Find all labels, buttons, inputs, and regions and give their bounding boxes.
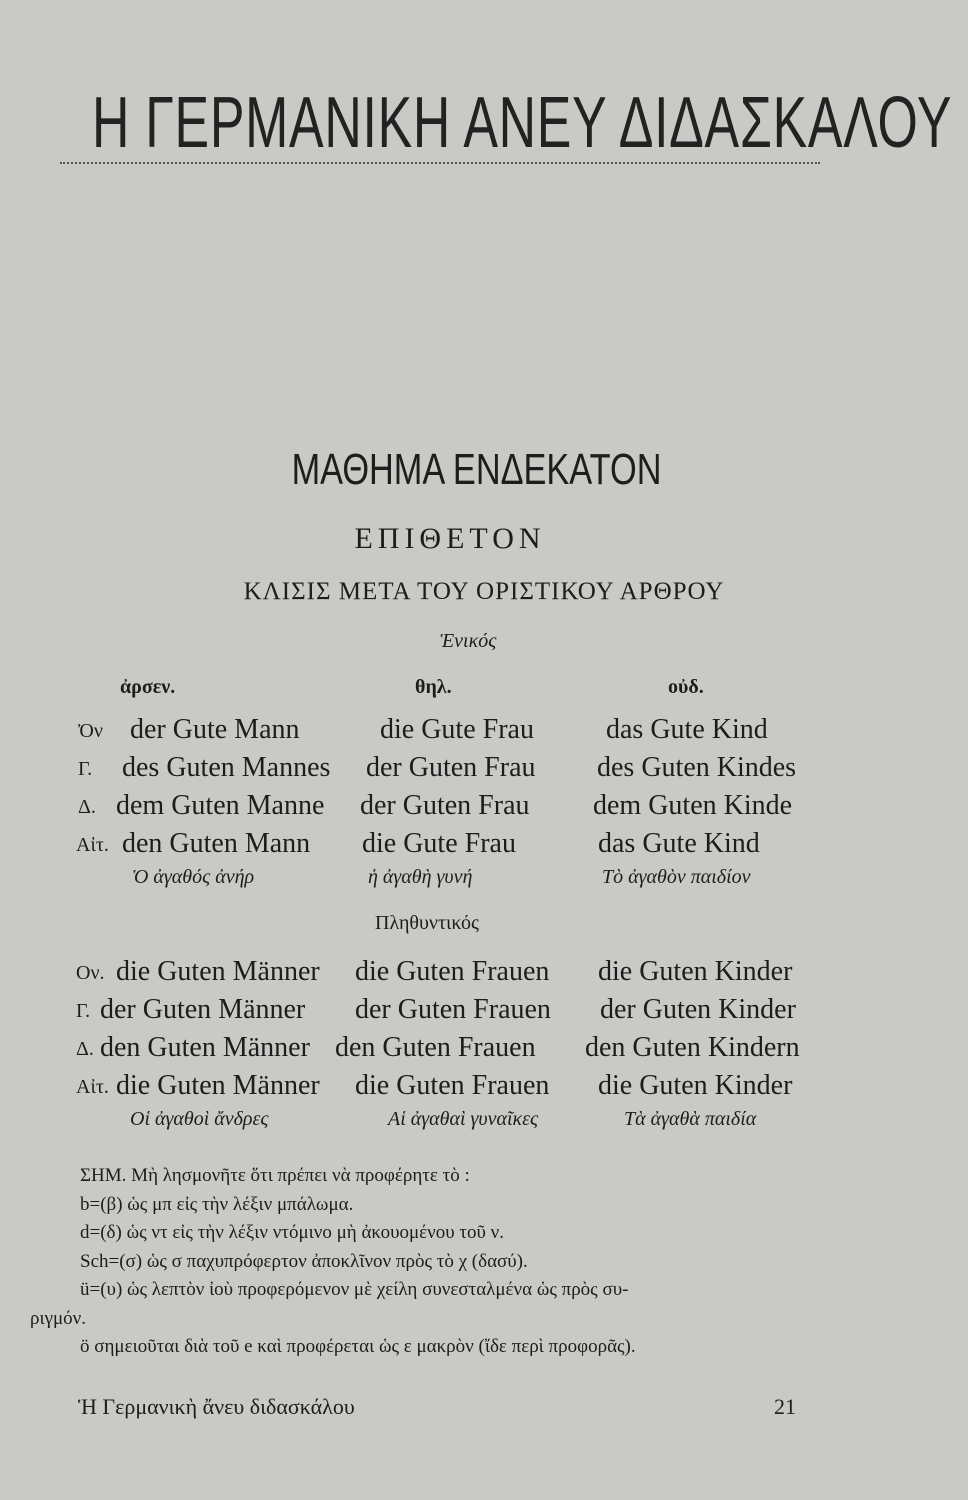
gender-feminine: θηλ. [415,676,452,698]
neuter-form: den Guten Kindern [585,1032,800,1063]
feminine-form: der Guten Frauen [355,994,551,1025]
feminine-form: den Guten Frauen [335,1032,536,1063]
masculine-form: die Guten Männer [116,956,320,987]
header-rule [60,162,820,164]
pronunciation-notes [30,1162,860,1362]
neuter-form: des Guten Kindes [597,752,797,783]
feminine-form: die Gute Frau [362,828,516,859]
plural-row [0,1032,968,1068]
plural-gloss-row [0,1108,968,1144]
lesson-title: ΜΑΘΗΜΑ ΕΝΔΕΚΑΤΟΝ [291,445,662,494]
case-label: Αἰτ. [76,1076,109,1098]
neuter-form: das Gute Kind [606,714,768,745]
feminine-form: der Guten Frau [366,752,536,783]
singular-row [0,828,968,864]
masculine-form: der Gute Mann [130,714,300,745]
masculine-gloss: Ὁ ἀγαθός ἀνήρ [132,866,255,888]
feminine-gloss: ἡ ἀγαθὴ γυνή [368,866,473,888]
case-label: Αἰτ. [76,834,109,856]
feminine-form: die Guten Frauen [355,1070,550,1101]
note-line: ü=(υ) ὡς λεπτὸν ἰοὺ προφερόμενον μὲ χείλη συνεσταλμένα ὡς πρὸς συ- [80,1279,629,1300]
feminine-form: der Guten Frau [360,790,530,821]
neuter-gloss: Τὸ ἀγαθὸν παιδίον [602,866,751,888]
neuter-form: die Guten Kinder [598,956,793,987]
masculine-form: dem Guten Manne [116,790,325,821]
masculine-form: der Guten Männer [100,994,306,1025]
lesson-subtitle: ΚΛΙΣΙΣ ΜΕΤΑ ΤΟΥ ΟΡΙΣΤΙΚΟΥ ΑΡΘΡΟΥ [243,578,725,605]
case-label: Ον. [76,962,105,984]
singular-row [0,714,968,750]
gender-neuter: οὐδ. [668,676,704,698]
plural-label: Πληθυντικός [375,912,479,934]
note-line: ö σημειοῦται διὰ τοῦ e καὶ προφέρεται ὡς ε μακρὸν (ἴδε περὶ προφορᾶς). [80,1336,636,1357]
plural-row [0,956,968,992]
feminine-form: die Gute Frau [380,714,534,745]
neuter-form: der Guten Kinder [600,994,796,1025]
running-header-title: Η ΓΕΡΜΑΝΙΚΗ ΑΝΕΥ ΔΙΔΑΣΚΑΛΟΥ [92,83,953,163]
singular-gloss-row [0,866,968,902]
feminine-form: die Guten Frauen [355,956,550,987]
masculine-form: den Guten Mann [122,828,311,859]
note-line: Sch=(σ) ὡς σ παχυπρόφερτον ἀποκλῖνον πρὸς τὸ χ (δασύ). [80,1250,528,1272]
case-label: Δ. [78,796,96,818]
case-label: Γ. [78,758,93,780]
case-label: Γ. [76,1000,91,1022]
neuter-form: dem Guten Kinde [593,790,793,821]
singular-row [0,790,968,826]
feminine-gloss: Αἱ ἀγαθαὶ γυναῖκες [388,1108,539,1130]
note-line: d=(δ) ὡς ντ εἰς τὴν λέξιν ντόμινο μὴ ἀκουομένου τοῦ ν. [80,1222,505,1243]
singular-row [0,752,968,788]
neuter-form: das Gute Kind [598,828,760,859]
masculine-form: des Guten Mannes [122,752,331,783]
footer-title: Ἡ Γερμανικὴ ἄνευ διδασκάλου [78,1394,355,1419]
masculine-form: den Guten Männer [100,1032,310,1063]
note-line: b=(β) ὡς μπ εἰς τὴν λέξιν μπάλωμα. [80,1193,354,1215]
plural-row [0,994,968,1030]
plural-row [0,1070,968,1106]
masculine-form: die Guten Männer [116,1070,320,1101]
case-label: Δ. [76,1038,94,1060]
neuter-form: die Guten Kinder [598,1070,793,1101]
case-label: Ὀν [78,720,103,742]
masculine-gloss: Οἱ ἀγαθοὶ ἄνδρες [130,1108,269,1130]
singular-label: Ἑνικός [440,630,497,652]
lesson-topic: ΕΠΙΘΕΤΟΝ [354,522,546,555]
page-number: 21 [774,1394,796,1419]
gender-masculine: ἀρσεν. [120,676,176,698]
note-line: ριγμόν. [30,1307,87,1329]
note-line: ΣΗΜ. Μὴ λησμονῆτε ὅτι πρέπει νὰ προφέρητε τὸ : [80,1165,470,1186]
neuter-gloss: Τὰ ἀγαθὰ παιδία [624,1108,757,1130]
